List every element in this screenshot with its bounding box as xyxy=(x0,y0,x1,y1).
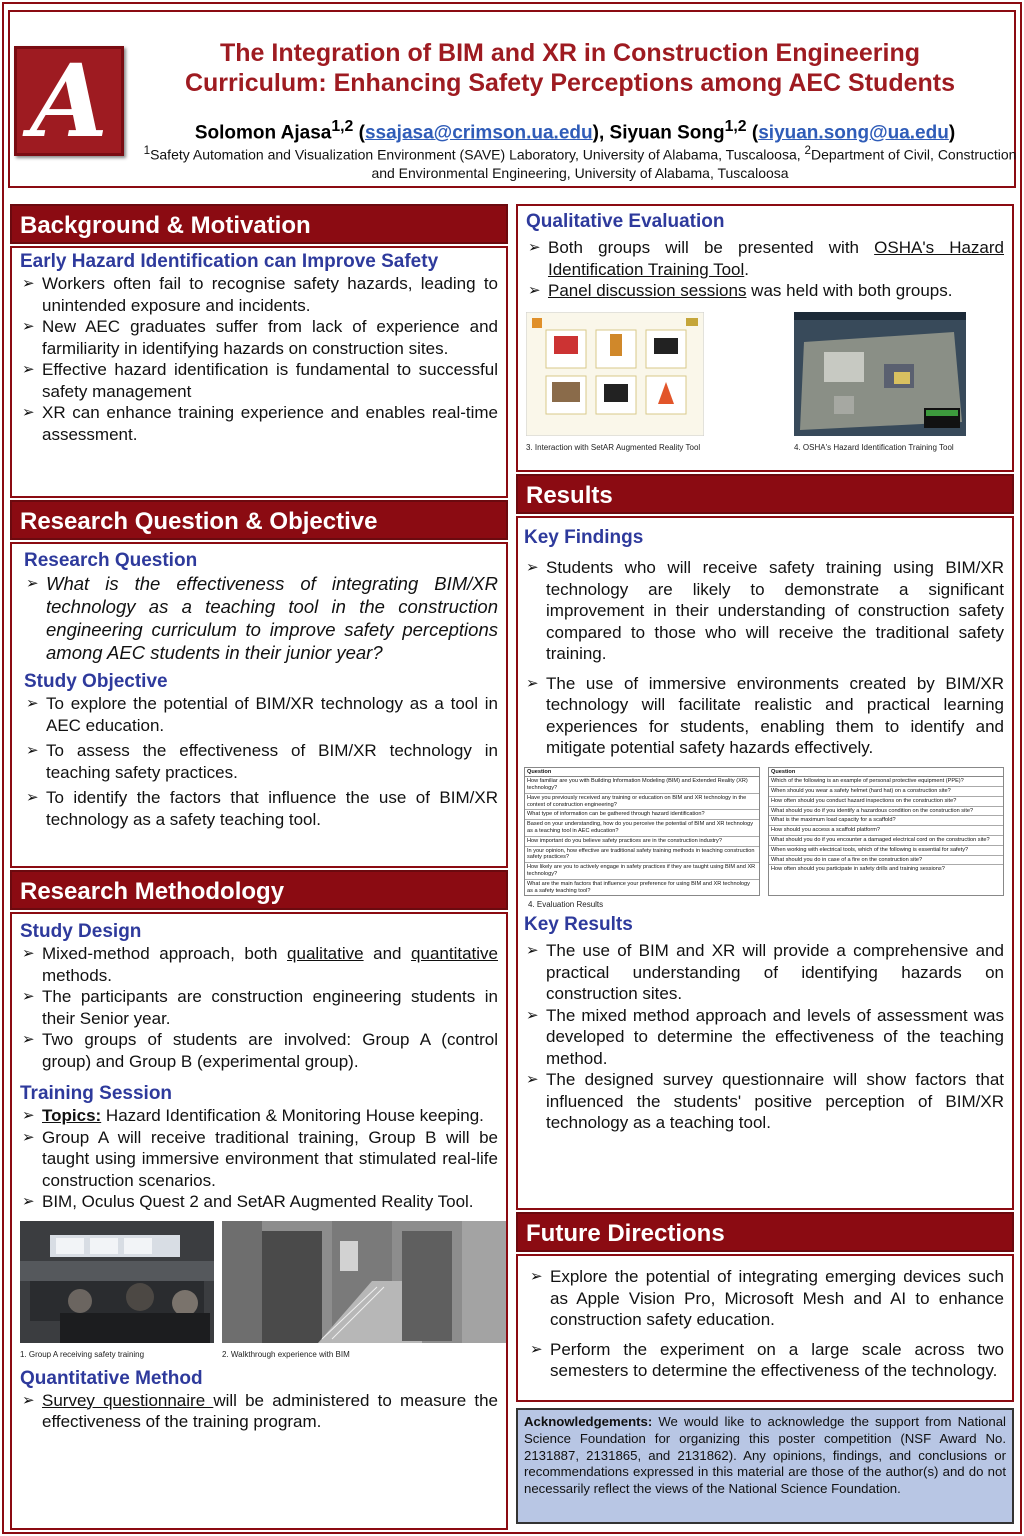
survey-table-left xyxy=(524,767,760,897)
bullet-item xyxy=(526,237,1004,280)
bullet-item xyxy=(20,943,498,986)
quant-bullets xyxy=(20,1390,498,1433)
research-question-text: ➢ What is the effectiveness of integrating BIM/XR technology as a teaching tool in the construction engineering curriculum to improve safety perceptions among AEC students in their junior year? xyxy=(24,572,498,664)
key-result-item: ➢ The use of BIM and XR will provide a comprehensive and practical understanding of identifying hazards on construction sites. xyxy=(524,940,1004,1005)
table-header: Question xyxy=(525,768,759,778)
poster-title xyxy=(130,38,1010,98)
section-qualitative xyxy=(516,204,1014,472)
table-row: What are the main factors that influence your preference for using BIM and XR technology as a safety teaching tool? xyxy=(527,880,750,894)
key-result-item: ➢ The mixed method approach and levels of assessment was developed to determine the effectiveness of the teaching method. xyxy=(524,1005,1004,1070)
osha-tool-label: OSHA's Hazard Identification Training Tool xyxy=(548,238,1005,279)
qualitative-heading: Qualitative Evaluation xyxy=(526,211,725,232)
design-text: Mixed-method approach, both xyxy=(42,944,288,963)
figure-1-caption: 1. Group A receiving safety training xyxy=(20,1349,145,1359)
background-bullets xyxy=(20,273,498,445)
ack-text: We would like to acknowledge the support from National Science Foundation for organizing this poster competition (NSF Award No. 2131887, 2131865, and 2131862). Any opinions, findings, and conclusions or recommendations expressed in this material are those of the author(s) and do not necessarily reflect the views of the National Science Foundation. xyxy=(524,1414,1006,1497)
left-column xyxy=(10,204,508,1530)
affil-marker-1: 1 xyxy=(143,144,151,157)
key-results-subheading: Key Results xyxy=(524,914,633,936)
design-text: and xyxy=(363,944,412,963)
topics-label: Topics: xyxy=(42,1106,102,1125)
figure-bim-walkthrough xyxy=(222,1221,506,1359)
bullet-item: ➢ Workers often fail to recognise safety hazards, leading to unintended exposure and incidents. xyxy=(20,273,498,316)
bullet-item: ➢ Group A will receive traditional training, Group B will be taught using immersive environment that stimulated real-life construction scenarios. xyxy=(20,1127,498,1192)
key-findings-subheading: Key Findings xyxy=(524,527,644,548)
bullet-item: ➢ XR can enhance training experience and enables real-time assessment. xyxy=(20,402,498,445)
quantitative-subheading: Quantitative Method xyxy=(20,1367,203,1389)
author-2-affil: 1,2 xyxy=(724,118,747,135)
acknowledgements xyxy=(516,1408,1014,1524)
osha-tool-screenshot xyxy=(794,312,966,436)
bullet-item: ➢ New AEC graduates suffer from lack of experience and farmiliarity in identifying hazards on construction sites. xyxy=(20,316,498,359)
table-row: How often should you participate in safety drills and training sessions? xyxy=(771,866,945,873)
finding-item: ➢ Students who will receive safety training using BIM/XR technology are likely to demonstrate a significant improvement in their understanding of construction safety compared to those who will receive the traditional safety training. xyxy=(524,557,1004,665)
university-logo xyxy=(14,42,124,160)
table-row: What is the maximum load capacity for a scaffold? xyxy=(769,816,1003,826)
training-subheading: Training Session xyxy=(20,1083,173,1104)
evaluation-tables xyxy=(524,767,1004,897)
study-objective-subheading: Study Objective xyxy=(24,671,168,692)
table-row: What should you do if you encounter a damaged electrical cord on the construction site? xyxy=(769,836,1003,846)
design-text: methods. xyxy=(42,965,112,985)
research-question-subheading: Research Question xyxy=(24,550,198,571)
author-2-email-link[interactable]: siyuan.song@ua.edu xyxy=(758,122,949,144)
poster-header xyxy=(8,10,1016,188)
ack-label: Acknowledgements: xyxy=(524,1414,653,1429)
table-row: In your opinion, how effective are traditional safety training methods in teaching construction safety practices? xyxy=(525,847,759,864)
title-line-1: The Integration of BIM and XR in Construction Engineering xyxy=(220,39,920,67)
objective-bullets xyxy=(24,693,498,830)
figure-4-caption: 4. OSHA's Hazard Identification Training Tool xyxy=(794,442,954,452)
affiliation-2: Department of Civil, Construction and Environmental Engineering, University of Alabama, Tuscaloosa xyxy=(371,146,1017,181)
survey-table-right xyxy=(768,767,1004,897)
author-1-name: Solomon Ajasa xyxy=(194,122,332,144)
figure-group-a-training xyxy=(20,1221,214,1359)
qual-text: was held with both groups. xyxy=(746,281,953,300)
table-row: How likely are you to actively engage in safety practices if they are taught using BIM and XR technology? xyxy=(525,863,759,880)
table-row: How familiar are you with Building Information Modeling (BIM) and Extended Reality (XR) technology? xyxy=(525,777,759,794)
bullet-item: ➢ Two groups of students are involved: Group A (control group) and Group B (experimental group). xyxy=(20,1029,498,1072)
design-quantitative: quantitative xyxy=(411,944,498,963)
key-result-item: ➢ The designed survey questionnaire will show factors that influenced the students' positive perception of BIM/XR technology as a teaching tool. xyxy=(524,1069,1004,1134)
setar-app-screenshot xyxy=(526,312,704,436)
section-results-heading: Results xyxy=(516,474,1014,514)
study-design-subheading: Study Design xyxy=(20,921,142,942)
qualitative-figures xyxy=(526,312,1004,452)
quant-text: will be administered to measure the effectiveness of the training program. xyxy=(42,1390,498,1431)
section-future xyxy=(516,1254,1014,1402)
qual-text: Both groups will be presented with xyxy=(548,238,875,257)
bullet-item xyxy=(526,280,1004,302)
objective-item: ➢ To identify the factors that influence the use of BIM/XR technology as a safety teaching tool. xyxy=(24,787,498,830)
bim-walkthrough-render xyxy=(222,1221,506,1343)
training-bullets xyxy=(20,1105,498,1213)
section-methodology xyxy=(10,912,508,1530)
table-row: Have you previously received any training or education on BIM and XR technology in the context of construction engineering? xyxy=(525,794,759,811)
bullet-item xyxy=(20,1390,498,1433)
methodology-figures xyxy=(20,1221,498,1359)
right-column xyxy=(516,204,1014,1402)
figure-osha-tool xyxy=(794,312,966,452)
section-background xyxy=(10,246,508,498)
bullet-item: ➢ Effective hazard identification is fundamental to successful safety management xyxy=(20,359,498,402)
affil-marker-2: 2 xyxy=(804,144,811,157)
section-results xyxy=(516,516,1014,1210)
key-results-bullets xyxy=(524,940,1004,1134)
objective-item: ➢ To assess the effectiveness of BIM/XR technology in teaching safety practices. xyxy=(24,740,498,783)
table-row: What should you do if you identify a hazardous condition on the construction site? xyxy=(769,807,1003,817)
table-header: Question xyxy=(769,768,1003,778)
table-caption: 4. Evaluation Results xyxy=(528,900,604,910)
bullet-item: ➢ BIM, Oculus Quest 2 and SetAR Augmented Reality Tool. xyxy=(20,1191,498,1213)
topics-text: Hazard Identification & Monitoring House keeping. xyxy=(101,1106,484,1125)
future-item: ➢ Explore the potential of integrating emerging devices such as Apple Vision Pro, Microsoft Mesh and AI to enhance construction safety education. xyxy=(528,1266,1004,1331)
future-bullets xyxy=(528,1266,1004,1382)
table-row: Which of the following is an example of personal protective equipment (PPE)? xyxy=(769,777,1003,787)
panel-discussion-label: Panel discussion sessions xyxy=(548,281,747,300)
figure-setar-tool xyxy=(526,312,704,452)
author-line: Solomon Ajasa$^{1,2}$ (ssajasa@crimson.ua.edu), Siyuan Song$^{1,2}$ (siyuan.song@ua.edu) xyxy=(194,118,956,144)
table-row: How often should you conduct hazard inspections on the construction site? xyxy=(769,797,1003,807)
research-question-list xyxy=(24,572,498,664)
figure-2-caption: 2. Walkthrough experience with BIM xyxy=(222,1349,350,1359)
figure-3-caption: 3. Interaction with SetAR Augmented Reality Tool xyxy=(526,442,701,452)
background-subheading: Early Hazard Identification can Improve Safety xyxy=(20,251,439,272)
section-background-heading: Background & Motivation xyxy=(10,204,508,244)
affiliation-1: Safety Automation and Visualization Environment (SAVE) Laboratory, University of Alabama, Tuscaloosa, xyxy=(150,146,805,163)
classroom-photo xyxy=(20,1221,214,1343)
qual-text: . xyxy=(744,259,749,279)
bullet-item: ➢ The participants are construction engineering students in their Senior year. xyxy=(20,986,498,1029)
author-1-affil: 1,2 xyxy=(331,118,354,135)
section-methodology-heading: Research Methodology xyxy=(10,870,508,910)
design-qualitative: qualitative xyxy=(287,944,364,963)
bullet-item xyxy=(20,1105,498,1127)
author-1-email-link[interactable]: ssajasa@crimson.ua.edu xyxy=(364,122,593,144)
table-row: What type of information can be gathered through hazard identification? xyxy=(525,810,759,820)
table-row: What should you do in case of a fire on the construction site? xyxy=(769,856,1003,866)
table-row: Based on your understanding, how do you perceive the potential of BIM and XR technology as a teaching tool in AEC education? xyxy=(525,820,759,837)
table-row: How should you access a scaffold platform? xyxy=(769,826,1003,836)
survey-questionnaire-label: Survey questionnaire xyxy=(42,1390,214,1410)
design-bullets xyxy=(20,943,498,1072)
qualitative-bullets xyxy=(526,237,1004,302)
section-research-heading: Research Question & Objective xyxy=(10,500,508,540)
section-future-heading: Future Directions xyxy=(516,1212,1014,1252)
objective-item: ➢ To explore the potential of BIM/XR technology as a tool in AEC education. xyxy=(24,693,498,736)
section-research xyxy=(10,542,508,868)
findings-bullets xyxy=(524,557,1004,759)
title-line-2: Curriculum: Enhancing Safety Perceptions among AEC Students xyxy=(184,69,956,97)
finding-item: ➢ The use of immersive environments created by BIM/XR technology will facilitate realistic and practical learning experiences for students, enabling them to identify and mitigate potential safety hazards effectively. xyxy=(524,673,1004,759)
table-row: When should you wear a safety helmet (hard hat) on a construction site? xyxy=(769,787,1003,797)
table-row: How important do you believe safety practices are in the construction industry? xyxy=(525,837,759,847)
table-row: When working with electrical tools, which of the following is essential for safety? xyxy=(769,846,1003,856)
author-2-name: Siyuan Song xyxy=(609,122,725,144)
affiliations xyxy=(140,142,1020,182)
logo-letter: A xyxy=(30,42,108,160)
future-item: ➢ Perform the experiment on a large scale across two semesters to determine the effectiveness of the technology. xyxy=(528,1339,1004,1382)
